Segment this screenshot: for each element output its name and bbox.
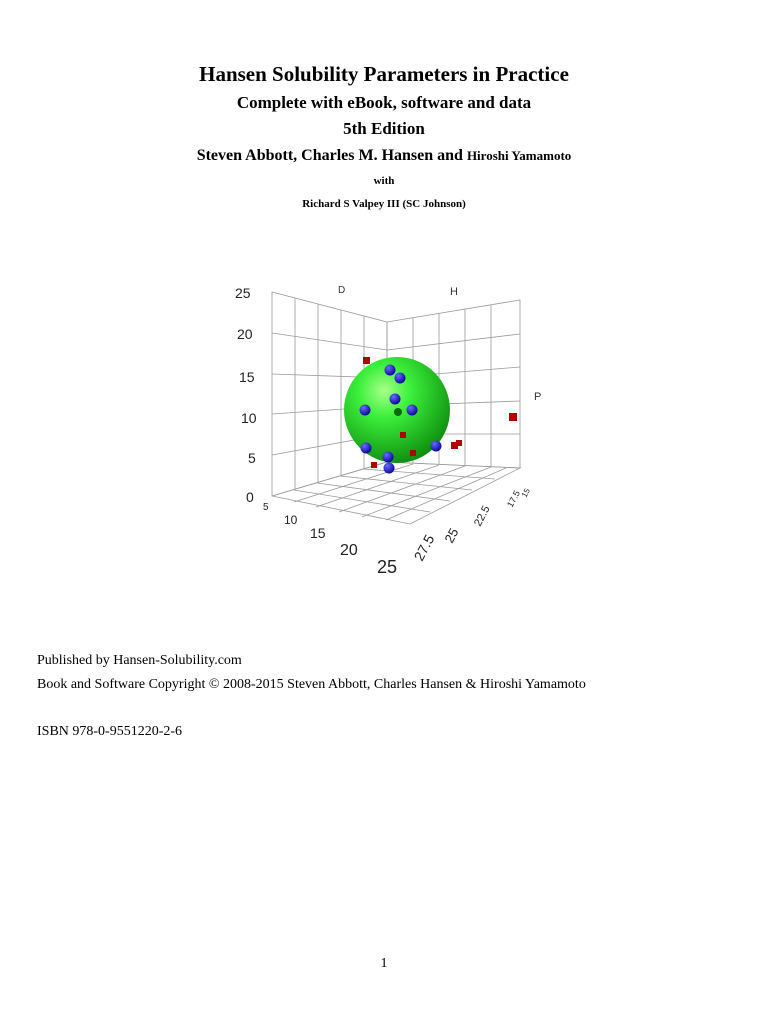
bad-point bbox=[363, 357, 370, 364]
f-tick: 5 bbox=[263, 502, 269, 513]
f-tick: 25 bbox=[377, 557, 398, 577]
good-point bbox=[361, 443, 372, 454]
axis-label-p: P bbox=[534, 391, 542, 403]
v-tick: 15 bbox=[239, 369, 255, 385]
f-tick: 10 bbox=[284, 513, 298, 527]
r-tick: 15 bbox=[519, 486, 532, 499]
bad-point bbox=[509, 413, 517, 421]
sphere-center bbox=[394, 408, 402, 416]
book-edition: 5th Edition bbox=[343, 119, 425, 138]
f-tick: 20 bbox=[340, 542, 358, 559]
r-tick: 17.5 bbox=[504, 488, 522, 509]
copyright-line: Book and Software Copyright © 2008-2015 Steven Abbott, Charles Hansen & Hiroshi Yamamoto bbox=[37, 677, 586, 692]
good-point bbox=[360, 405, 371, 416]
with-label: with bbox=[373, 175, 395, 187]
good-point bbox=[384, 463, 395, 474]
v-tick: 10 bbox=[241, 410, 257, 426]
book-authors bbox=[0, 142, 768, 170]
title-block bbox=[0, 58, 768, 216]
authors-main: Steven Abbott, Charles M. Hansen and bbox=[196, 147, 463, 164]
v-tick: 20 bbox=[237, 326, 253, 342]
front-tick-labels bbox=[263, 502, 397, 577]
r-tick: 25 bbox=[441, 525, 462, 546]
bad-point bbox=[410, 450, 416, 456]
v-tick: 5 bbox=[248, 450, 256, 466]
book-title: Hansen Solubility Parameters in Practice bbox=[199, 62, 569, 86]
bad-point bbox=[371, 462, 377, 468]
hsp-3d-plot bbox=[232, 272, 544, 578]
v-tick: 25 bbox=[235, 285, 251, 301]
good-point bbox=[383, 452, 394, 463]
axis-label-h: H bbox=[450, 286, 458, 298]
good-point bbox=[385, 365, 396, 376]
page-number: 1 bbox=[380, 956, 388, 971]
authors-third: Hiroshi Yamamoto bbox=[466, 148, 572, 163]
book-subtitle: Complete with eBook, software and data bbox=[236, 93, 532, 112]
good-point bbox=[431, 441, 442, 452]
isbn: ISBN 978-0-9551220-2-6 bbox=[37, 724, 183, 739]
contributor: Richard S Valpey III (SC Johnson) bbox=[302, 198, 466, 210]
r-tick: 27.5 bbox=[410, 531, 438, 564]
bad-point bbox=[400, 432, 406, 438]
bad-point bbox=[456, 440, 462, 446]
good-point bbox=[407, 405, 418, 416]
vertical-tick-labels bbox=[235, 285, 257, 505]
f-tick: 15 bbox=[310, 525, 326, 541]
axis-label-d: D bbox=[338, 285, 346, 296]
good-point bbox=[390, 394, 401, 405]
r-tick: 22.5 bbox=[472, 503, 493, 529]
v-tick: 0 bbox=[246, 489, 254, 505]
hsp-3d-plot-svg bbox=[232, 272, 544, 578]
published-by: Published by Hansen-Solubility.com bbox=[37, 653, 242, 668]
good-point bbox=[395, 373, 406, 384]
